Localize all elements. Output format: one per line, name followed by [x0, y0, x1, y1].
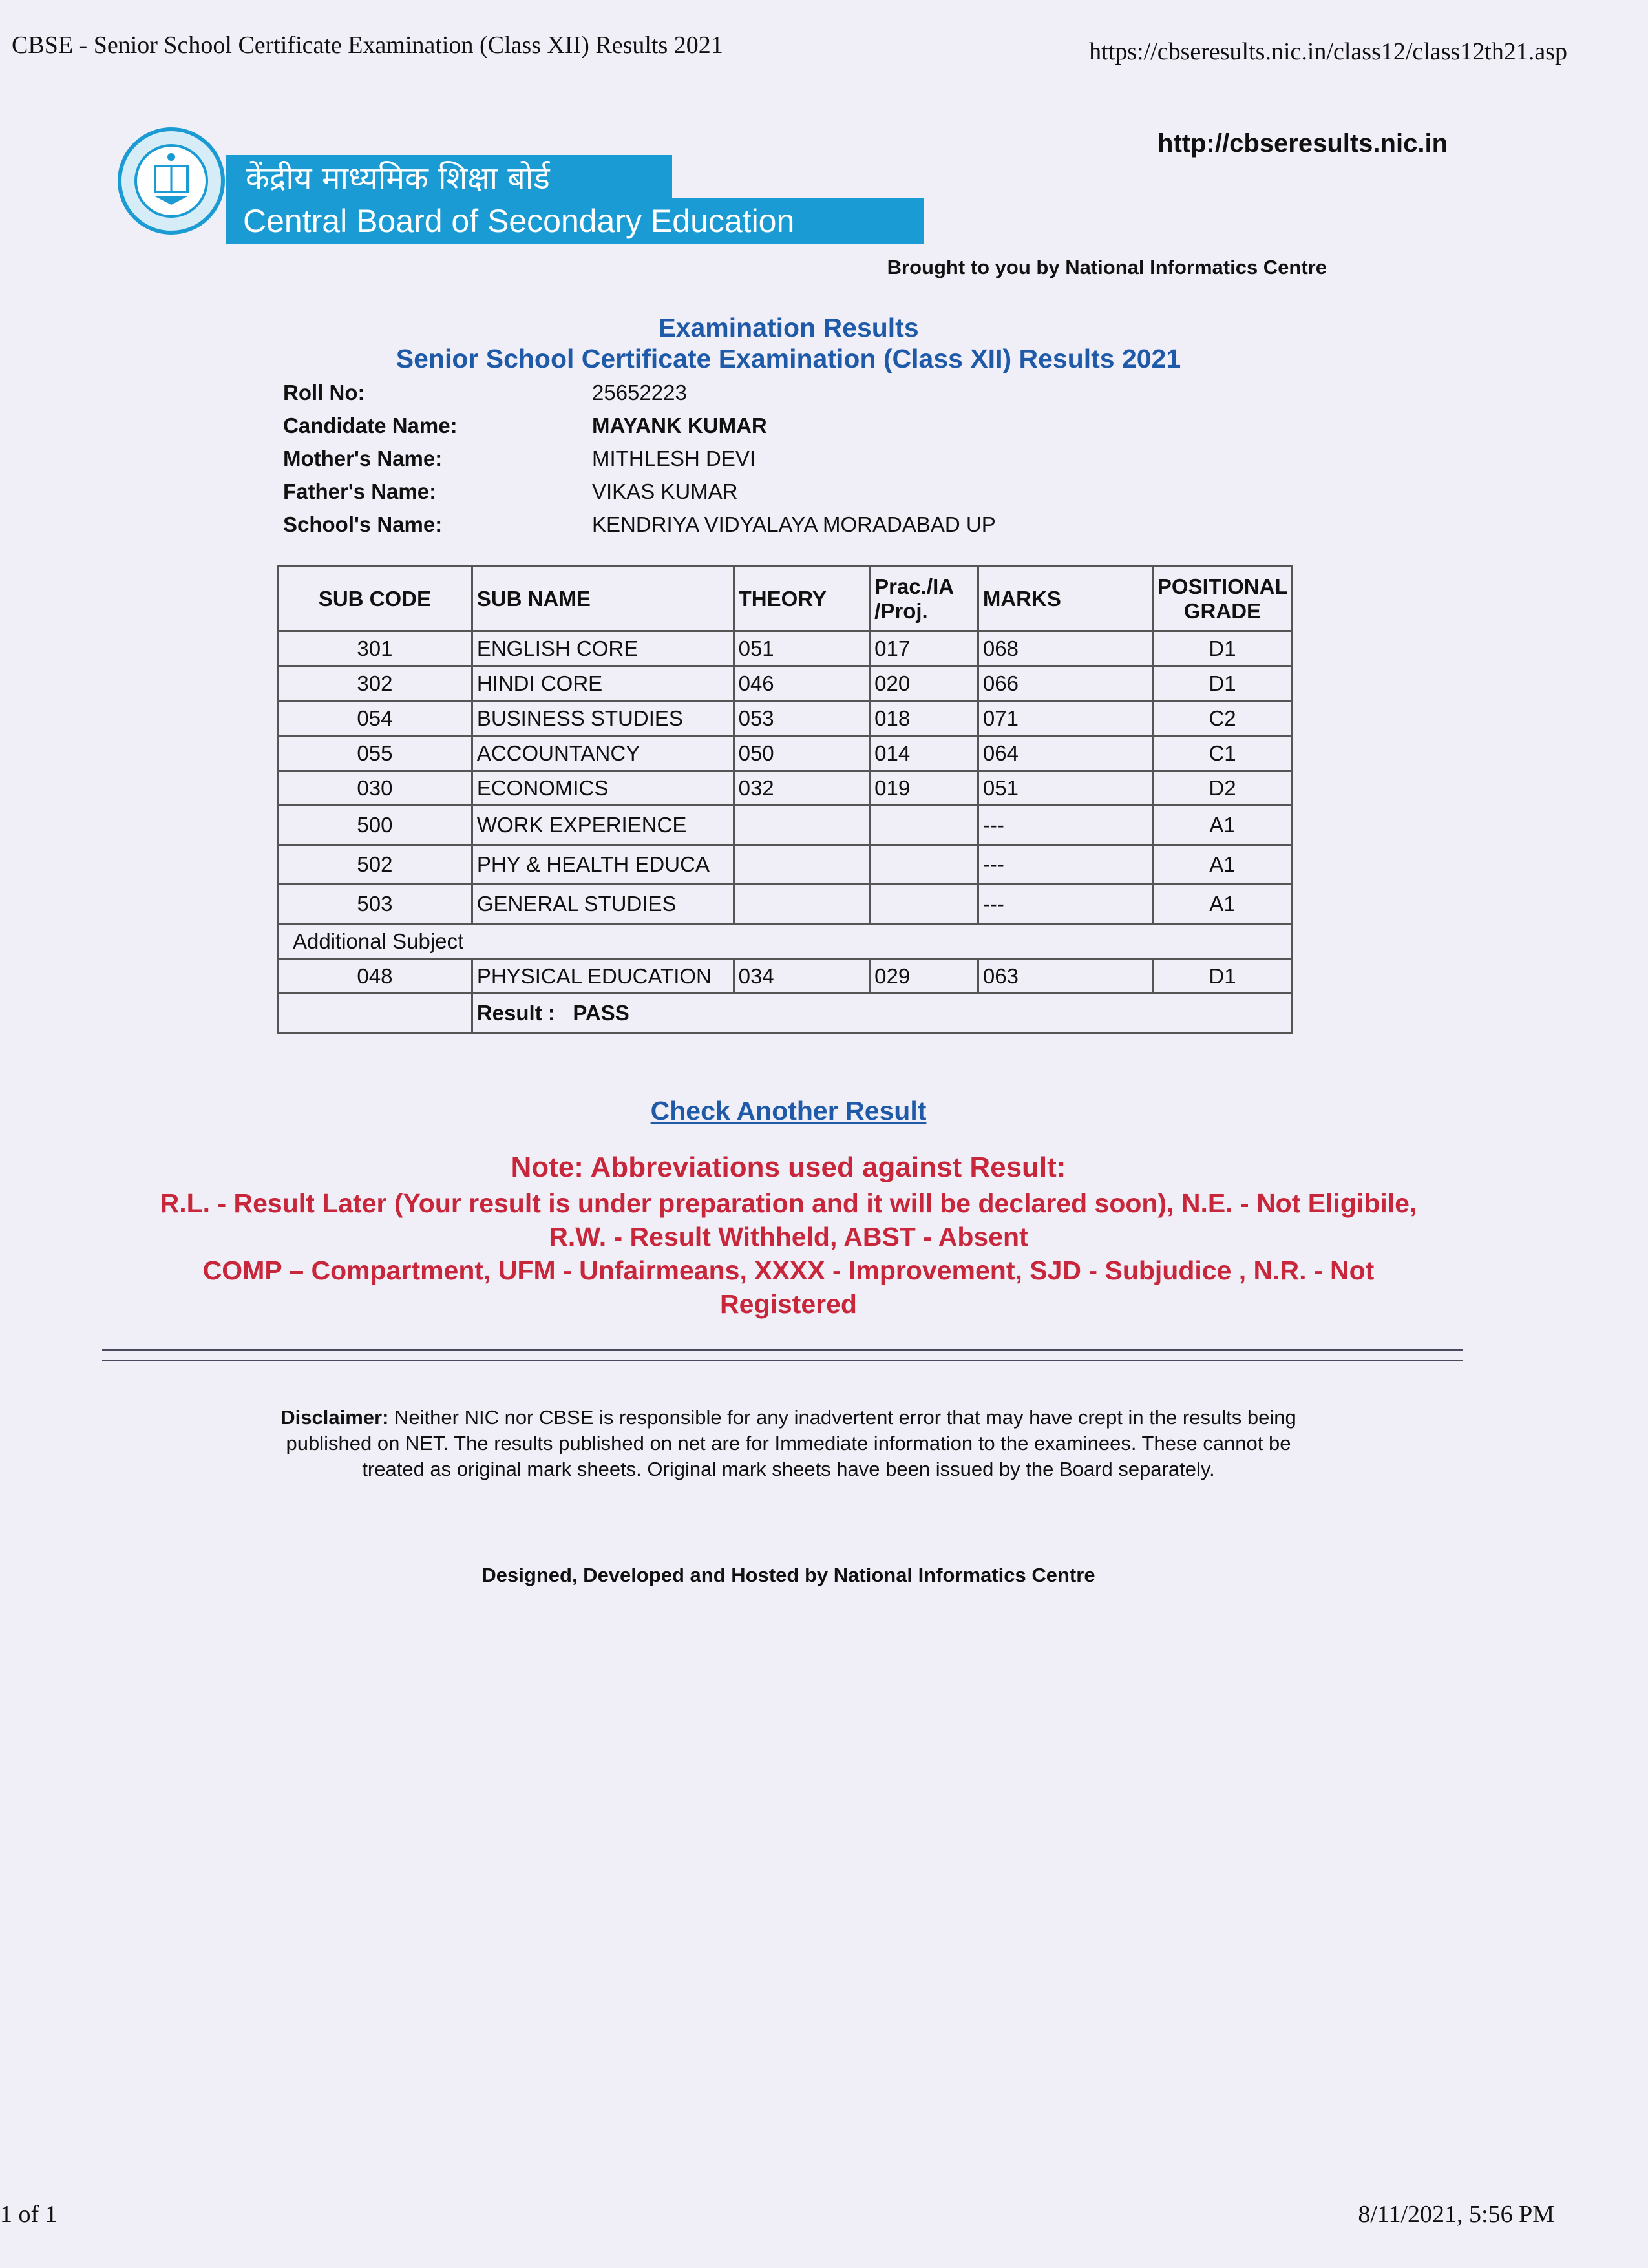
cell-marks: --- [978, 806, 1152, 845]
cell-theory: 046 [734, 666, 870, 701]
cell-prac [870, 885, 978, 924]
table-row [278, 666, 1293, 701]
cell-code: 030 [278, 771, 472, 806]
roll-value: 25652223 [592, 380, 687, 404]
cell-marks: 068 [978, 631, 1152, 666]
cell-theory [734, 885, 870, 924]
cell-grade: A1 [1152, 806, 1292, 845]
disclaimer-text: Neither NIC nor CBSE is responsible for any inadvertent error that may have crept in the results being published on NET. The results published on net are for Immediate information to the examinees. These cannot be treated as original mark sheets. Original mark sheets have been issued by the Board separately. [286, 1406, 1296, 1480]
cell-prac: 019 [870, 771, 978, 806]
cell-name: ENGLISH CORE [472, 631, 734, 666]
header-theory: THEORY [734, 567, 870, 631]
cell-grade: C1 [1152, 736, 1292, 771]
table-row [278, 806, 1293, 845]
cell-prac: 014 [870, 736, 978, 771]
result-label: Result : [476, 1001, 555, 1025]
result-empty-cell [278, 994, 472, 1033]
table-row [278, 736, 1293, 771]
cell-code: 500 [278, 806, 472, 845]
cell-prac: 018 [870, 701, 978, 736]
header-sub-name: SUB NAME [472, 567, 734, 631]
table-row [278, 701, 1293, 736]
print-footer-page: 1 of 1 [0, 2201, 58, 2228]
cell-name: ACCOUNTANCY [472, 736, 734, 771]
marks-table [277, 565, 1293, 1034]
note-title: Note: Abbreviations used against Result: [511, 1151, 1066, 1183]
divider [102, 1360, 1463, 1361]
cell-code: 048 [278, 959, 472, 994]
cell-marks: 063 [978, 959, 1152, 994]
header-prac: Prac./IA /Proj. [870, 567, 978, 631]
father-label: Father's Name: [283, 479, 437, 503]
cell-marks: 066 [978, 666, 1152, 701]
cell-name: WORK EXPERIENCE [472, 806, 734, 845]
table-row [278, 631, 1293, 666]
cell-marks: 064 [978, 736, 1152, 771]
brought-by: Brought to you by National Informatics Centre [887, 256, 1327, 278]
header-grade: POSITIONAL GRADE [1152, 567, 1292, 631]
cell-name: BUSINESS STUDIES [472, 701, 734, 736]
cell-code: 502 [278, 845, 472, 885]
cell-theory: 032 [734, 771, 870, 806]
cell-marks: --- [978, 845, 1152, 885]
table-row [278, 885, 1293, 924]
mother-row [283, 442, 996, 475]
father-row [283, 475, 996, 508]
additional-subject-label: Additional Subject [278, 924, 1293, 959]
cbse-emblem-icon [116, 126, 226, 236]
cell-prac: 029 [870, 959, 978, 994]
cell-name: PHYSICAL EDUCATION [472, 959, 734, 994]
name-value: MAYANK KUMAR [592, 413, 767, 437]
cell-marks: --- [978, 885, 1152, 924]
exam-title: Examination Results [658, 313, 919, 342]
cell-code: 055 [278, 736, 472, 771]
roll-row [283, 376, 996, 409]
note-body [97, 1186, 1480, 1321]
check-another-result-link[interactable]: Check Another Result [650, 1096, 927, 1126]
school-label: School's Name: [283, 512, 443, 536]
board-name-hindi: केंद्रीय माध्यमिक शिक्षा बोर्ड [226, 155, 672, 202]
mother-value: MITHLESH DEVI [592, 446, 756, 470]
cell-grade: D1 [1152, 631, 1292, 666]
cell-code: 302 [278, 666, 472, 701]
cell-marks: 071 [978, 701, 1152, 736]
cell-theory: 051 [734, 631, 870, 666]
cell-name: HINDI CORE [472, 666, 734, 701]
designed-by: Designed, Developed and Hosted by National Informatics Centre [481, 1564, 1095, 1586]
note-line: COMP – Compartment, UFM - Unfairmeans, XXXX - Improvement, SJD - Subjudice , N.R. - Not [202, 1255, 1375, 1285]
cell-grade: A1 [1152, 885, 1292, 924]
cell-theory [734, 806, 870, 845]
additional-subject-row [278, 924, 1293, 959]
name-row [283, 409, 996, 442]
board-name-english: Central Board of Secondary Education [226, 198, 924, 244]
cell-prac: 017 [870, 631, 978, 666]
cell-grade: A1 [1152, 845, 1292, 885]
result-value: PASS [573, 1001, 629, 1025]
print-footer-datetime: 8/11/2021, 5:56 PM [1358, 2201, 1554, 2228]
header-sub-code: SUB CODE [278, 567, 472, 631]
divider [102, 1349, 1463, 1351]
cell-grade: D2 [1152, 771, 1292, 806]
cell-code: 301 [278, 631, 472, 666]
cell-code: 054 [278, 701, 472, 736]
print-header-title: CBSE - Senior School Certificate Examination (Class XII) Results 2021 [12, 32, 723, 59]
cell-code: 503 [278, 885, 472, 924]
candidate-info [283, 376, 996, 541]
table-header-row [278, 567, 1293, 631]
table-row [278, 771, 1293, 806]
cell-prac [870, 806, 978, 845]
header-marks: MARKS [978, 567, 1152, 631]
disclaimer-label: Disclaimer: [280, 1406, 389, 1429]
school-row [283, 508, 996, 541]
disclaimer [271, 1405, 1305, 1482]
note-line: Registered [720, 1289, 857, 1319]
table-row [278, 959, 1293, 994]
cell-prac: 020 [870, 666, 978, 701]
cell-name: PHY & HEALTH EDUCA [472, 845, 734, 885]
cell-grade: D1 [1152, 959, 1292, 994]
cell-prac [870, 845, 978, 885]
roll-label: Roll No: [283, 380, 365, 404]
father-value: VIKAS KUMAR [592, 479, 738, 503]
cell-name: ECONOMICS [472, 771, 734, 806]
result-cell [472, 994, 1292, 1033]
table-row [278, 845, 1293, 885]
cell-theory: 034 [734, 959, 870, 994]
cell-grade: C2 [1152, 701, 1292, 736]
note-line: R.L. - Result Later (Your result is under preparation and it will be declared soon), N.E. - Not Eligibile, [160, 1188, 1417, 1218]
mother-label: Mother's Name: [283, 446, 443, 470]
name-label: Candidate Name: [283, 413, 458, 437]
cell-marks: 051 [978, 771, 1152, 806]
cell-theory [734, 845, 870, 885]
school-value: KENDRIYA VIDYALAYA MORADABAD UP [592, 512, 996, 536]
cell-theory: 053 [734, 701, 870, 736]
cell-theory: 050 [734, 736, 870, 771]
cell-name: GENERAL STUDIES [472, 885, 734, 924]
result-row [278, 994, 1293, 1033]
site-url: http://cbseresults.nic.in [1157, 129, 1448, 158]
print-header-url: https://cbseresults.nic.in/class12/class12th21.asp [1089, 38, 1567, 65]
cell-grade: D1 [1152, 666, 1292, 701]
exam-subtitle: Senior School Certificate Examination (Class XII) Results 2021 [396, 344, 1181, 373]
note-line: R.W. - Result Withheld, ABST - Absent [549, 1222, 1028, 1252]
